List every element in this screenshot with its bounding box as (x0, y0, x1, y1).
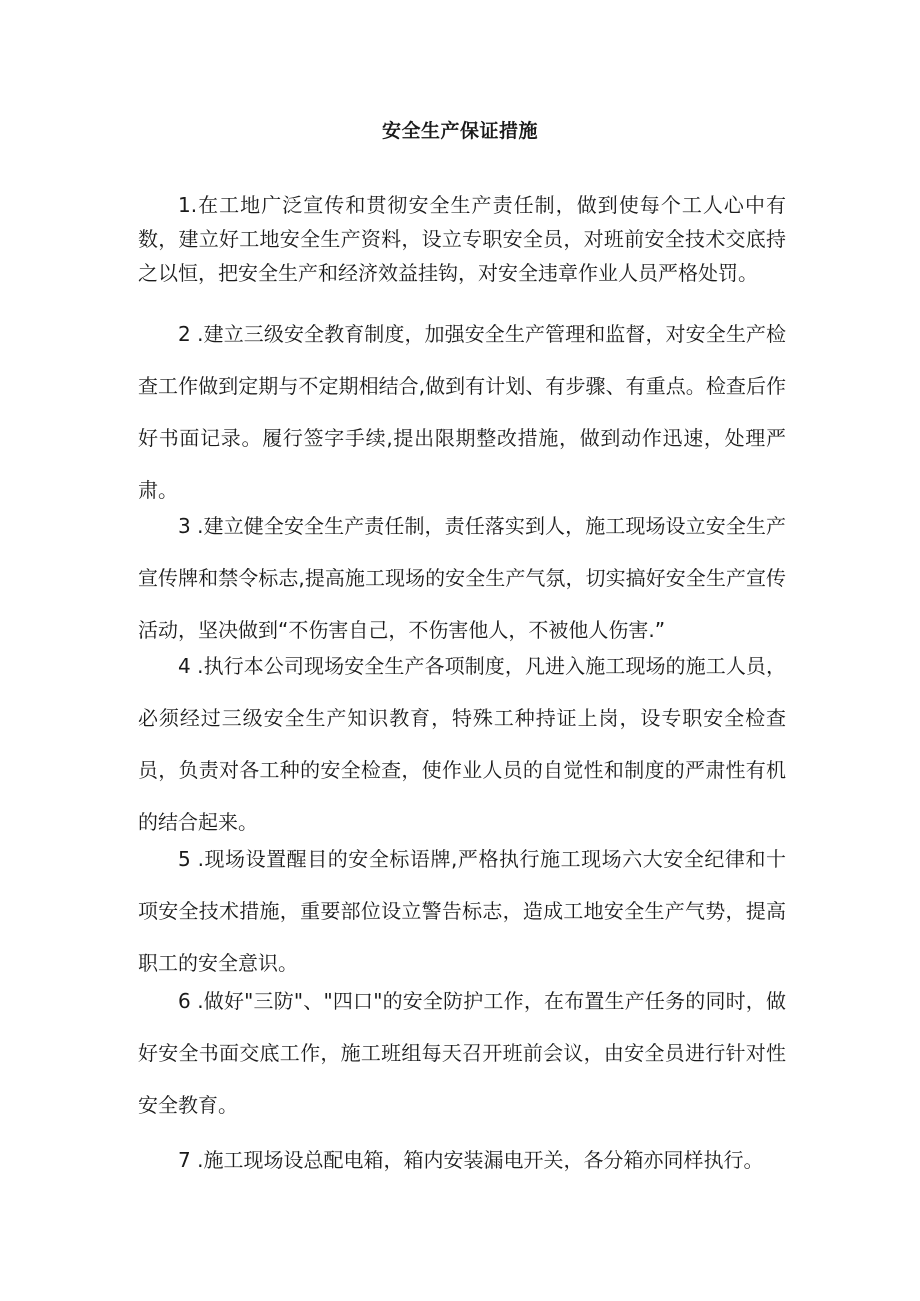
paragraph-7: 7 .施工现场设总配电箱，箱内安装漏电开关，各分箱亦同样执行。 (178, 1148, 764, 1172)
paragraph-4: 4 .执行本公司现场安全生产各项制度，凡进入施工现场的施工人员，必须经过三级安全生产知识教育，特殊工种持证上岗，设专职安全检查员，负责对各工种的安全检查，使作业人员的自觉性和制度的严肃性有机的结合起来。 (138, 654, 786, 834)
paragraph-1: 1.在工地广泛宣传和贯彻安全生产责任制，做到使每个工人心中有数，建立好工地安全生产资料，设立专职安全员，对班前安全技术交底持之以恒，把安全生产和经济效益挂钩，对安全违章作业人员严格处罚。 (138, 193, 786, 285)
paragraph-5: 5 .现场设置醒目的安全标语牌,严格执行施工现场六大安全纪律和十项安全技术措施，重要部位设立警告标志，造成工地安全生产气势，提高职工的安全意识。 (138, 847, 786, 975)
document-title: 安全生产保证措施 (381, 120, 538, 142)
paragraph-3: 3 .建立健全安全生产责任制，责任落实到人，施工现场设立安全生产宣传牌和禁令标志,提高施工现场的安全生产气氛，切实搞好安全生产宣传活动，坚决做到“不伤害自己，不伤害他人，不被他人伤害.” (138, 514, 786, 642)
paragraph-2: 2 .建立三级安全教育制度，加强安全生产管理和监督，对安全生产检查工作做到定期与不定期相结合,做到有计划、有步骤、有重点。检查后作好书面记录。履行签字手续,提出限期整改措施，做到动作迅速，处理严肃。 (138, 322, 786, 502)
paragraph-6: 6 .做好"三防"、"四口"的安全防护工作，在布置生产任务的同时，做好安全书面交底工作，施工班组每天召开班前会议，由安全员进行针对性安全教育。 (138, 989, 786, 1117)
